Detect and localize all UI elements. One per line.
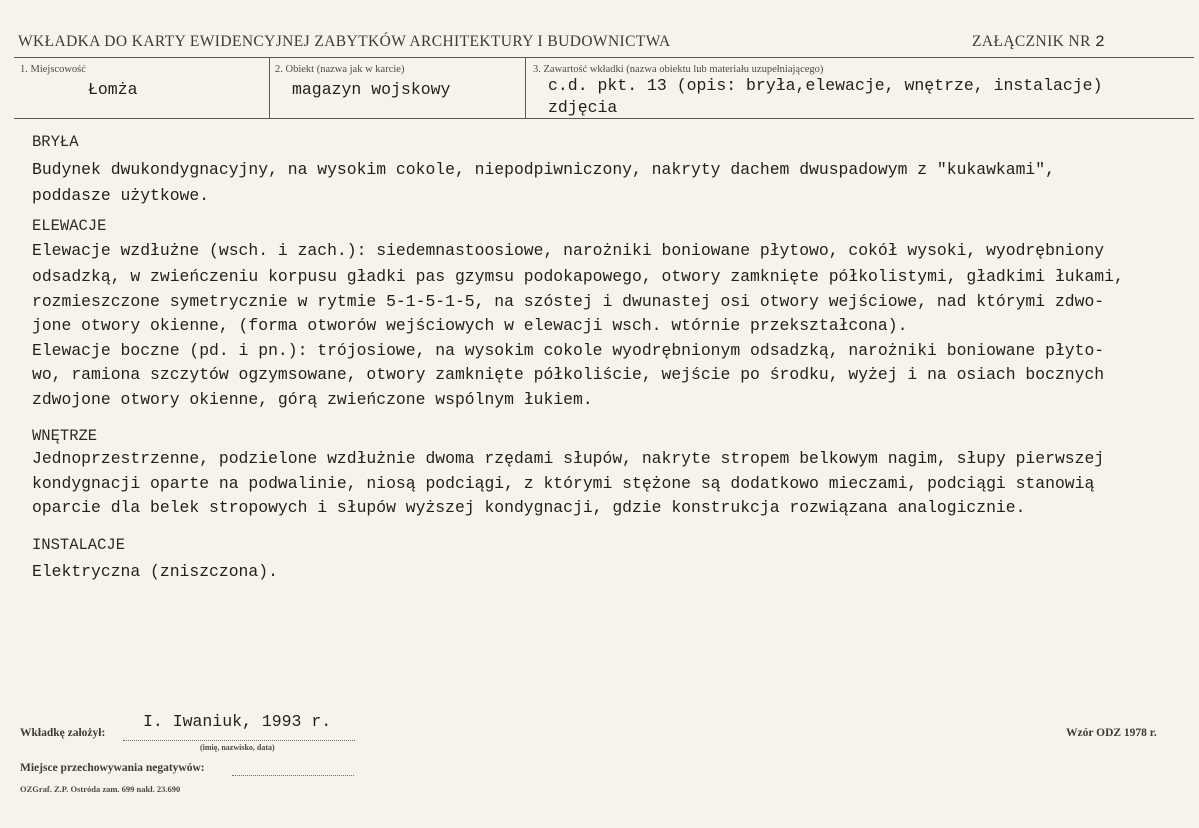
created-by-dotted-line <box>123 740 355 741</box>
print-note: OZGraf. Z.P. Ostróda zam. 699 nakł. 23.690 <box>20 784 181 794</box>
elewacje-line: rozmieszczone symetrycznie w rytmie 5-1-5-1-5, na szóstej i dwunastej osi otwory wejściowe, nad którymi zdwo- <box>32 292 1105 311</box>
elewacje-line: zdwojone otwory okienne, górą zwieńczone wspólnym łukiem. <box>32 390 593 409</box>
instalacje-line: Elektryczna (zniszczona). <box>32 562 278 581</box>
section-heading-elewacje: ELEWACJE <box>32 217 107 235</box>
negatives-location-dotted-line <box>232 775 354 776</box>
elewacje-line: jone otwory okienne, (forma otworów wejściowych w elewacji wsch. wtórnie przekształcona). <box>32 316 908 335</box>
object-value: magazyn wojskowy <box>292 80 451 99</box>
model-label: Wzór ODZ 1978 r. <box>1066 727 1157 739</box>
elewacje-line: wo, ramiona szczytów ogzymsowane, otwory zamknięte półkoliście, wejście po środku, wyżej i na osiach bocznych <box>32 365 1105 384</box>
annex-number: 2 <box>1095 33 1106 51</box>
bryla-line: Budynek dwukondygnacyjny, na wysokim cokole, niepodpiwniczony, nakryty dachem dwuspadowym z "kukawkami", <box>32 160 1055 179</box>
bryla-line: poddasze użytkowe. <box>32 186 210 205</box>
contents-value-line1: c.d. pkt. 13 (opis: bryła,elewacje, wnętrze, instalacje) <box>548 76 1103 95</box>
section-heading-wnetrze: WNĘTRZE <box>32 427 98 445</box>
created-by-label: Wkładkę założył: <box>20 727 106 739</box>
elewacje-line: Elewacje wzdłużne (wsch. i zach.): siedemnastoosiowe, narożniki boniowane płytowo, cokół wysoki, wyodrębniony <box>32 241 1105 260</box>
contents-label: 3. Zawartość wkładki (nazwa obiektu lub materiału uzupełniającego) <box>533 64 824 75</box>
locality-value: Łomża <box>88 80 138 99</box>
negatives-location-label: Miejsce przechowywania negatywów: <box>20 762 205 774</box>
locality-label: 1. Miejscowość <box>20 64 86 75</box>
elewacje-line: odsadzką, w zwieńczeniu korpusu gładki pas gzymsu podokapowego, otwory zamknięte półkolistymi, gładkimi łukami, <box>32 267 1124 286</box>
field-divider-2 <box>525 57 526 118</box>
header-top-rule <box>14 57 1194 58</box>
section-heading-instalacje: INSTALACJE <box>32 536 126 554</box>
elewacje-line: Elewacje boczne (pd. i pn.): trójosiowe, na wysokim cokole wyodrębnionym odsadzką, narożniki boniowane płyto- <box>32 341 1105 360</box>
annex-label-group <box>972 33 1105 51</box>
wnetrze-line: kondygnacji oparte na podwalinie, niosą podciągi, z którymi stężone są dodatkowo mieczami, podciągi stanowią <box>32 474 1095 493</box>
annex-label: ZAŁĄCZNIK NR <box>972 33 1091 50</box>
contents-value-line2: zdjęcia <box>548 98 618 117</box>
header-bottom-rule <box>14 118 1194 119</box>
section-heading-bryla: BRYŁA <box>32 133 79 151</box>
wnetrze-line: oparcie dla belek stropowych i słupów wyższej kondygnacji, gdzie konstrukcja rozwiązana analogicznie. <box>32 498 1026 517</box>
form-title: WKŁADKA DO KARTY EWIDENCYJNEJ ZABYTKÓW ARCHITEKTURY I BUDOWNICTWA <box>18 33 671 50</box>
wnetrze-line: Jednoprzestrzenne, podzielone wzdłużnie dwoma rzędami słupów, nakryte stropem belkowym nagim, słupy pierwszej <box>32 449 1105 468</box>
created-by-value: I. Iwaniuk, 1993 r. <box>143 712 332 731</box>
created-by-caption: (imię, nazwisko, data) <box>200 743 275 752</box>
field-divider-1 <box>269 57 270 118</box>
object-label: 2. Obiekt (nazwa jak w karcie) <box>275 64 405 75</box>
